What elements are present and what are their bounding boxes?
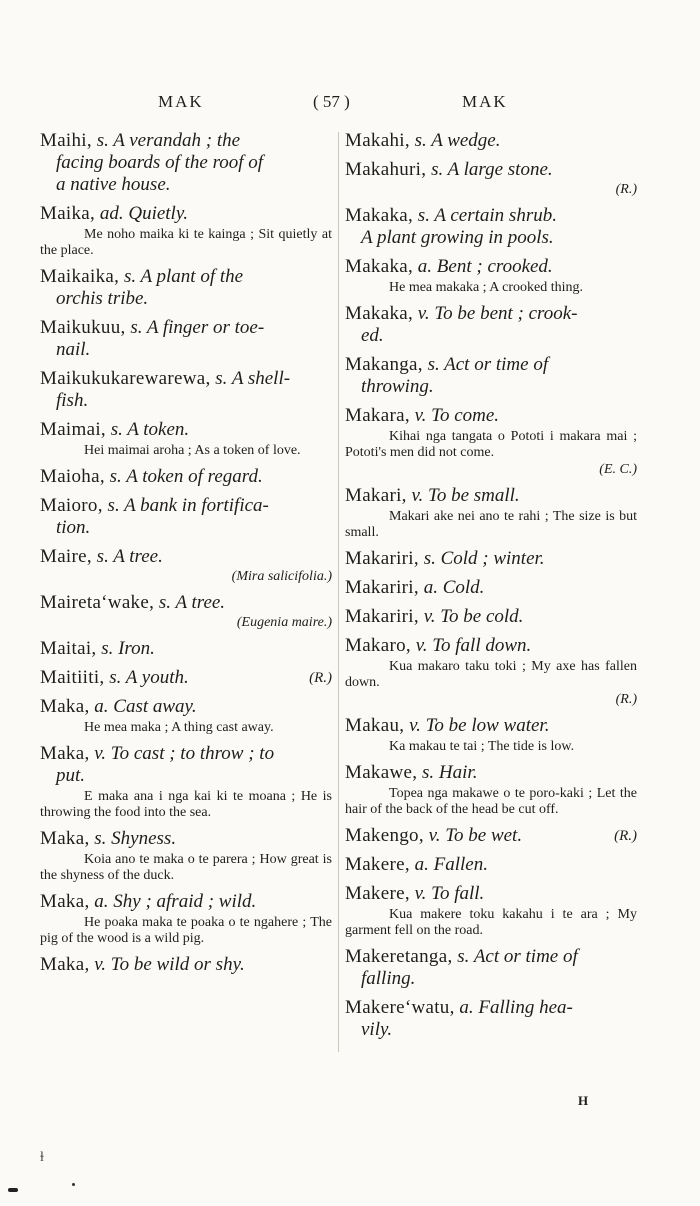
definition: s. A bank in fortifica-: [107, 495, 269, 516]
headword: Maioha,: [40, 466, 105, 487]
entry-first-line: [345, 825, 637, 847]
definition: s. Act or time of: [457, 946, 578, 967]
dictionary-entry: [40, 466, 332, 488]
definition: a. Falling hea-: [459, 997, 573, 1018]
entry-first-line: [40, 495, 332, 517]
definition: v. To be cold.: [423, 606, 524, 627]
entry-first-line: [345, 946, 637, 968]
usage-example: Topea nga makawe o te poro-kaki ; Let the hair of the back of the head be cut off.: [345, 786, 637, 817]
definition: a. Shy ; afraid ; wild.: [94, 891, 257, 912]
dictionary-entry: [345, 485, 637, 541]
usage-example: He mea makaka ; A crooked thing.: [389, 280, 583, 295]
headword: Maikukuu,: [40, 317, 126, 338]
headword: Maka,: [40, 954, 90, 975]
definition: s. A plant of the: [123, 266, 244, 287]
headword: Maka,: [40, 743, 90, 764]
usage-example: Kua makaro taku toki ; My axe has fallen down.: [345, 659, 637, 690]
signature-mark: H: [578, 1093, 589, 1108]
dictionary-entry: [345, 303, 637, 347]
dictionary-entry: [40, 667, 332, 689]
definition: a. Fallen.: [414, 854, 488, 875]
entry-first-line: [345, 606, 637, 628]
ink-blot-mark: [8, 1188, 18, 1192]
entry-first-line: [40, 891, 332, 913]
entry-first-line: [40, 466, 332, 488]
entry-first-line: [40, 419, 332, 441]
entry-first-line: [345, 130, 637, 152]
dictionary-entry: [40, 130, 332, 196]
entry-first-line: [345, 883, 637, 905]
botanical-note: (Eugenia maire.): [236, 615, 332, 630]
entry-first-line: [40, 266, 332, 288]
entry-first-line: [345, 762, 637, 784]
definition: v. To be wet.: [428, 825, 523, 846]
entry-first-line: [345, 405, 637, 427]
definition: s. Cold ; winter.: [423, 548, 545, 569]
headword: Makere,: [345, 854, 410, 875]
definition: s. Act or time of: [427, 354, 549, 375]
dictionary-entry: [40, 891, 332, 947]
headword: Makari,: [345, 485, 407, 506]
dictionary-entry: [345, 825, 637, 847]
definition: v. To cast ; to throw ; to: [94, 743, 275, 764]
definition: s. Iron.: [101, 638, 155, 659]
definition: s. A token.: [110, 419, 190, 440]
entry-first-line: [345, 485, 637, 507]
dictionary-entry: [40, 266, 332, 310]
usage-example: Kihai nga tangata o Pototi i makara mai ; Pototi's men did not come.: [345, 429, 637, 460]
headword: Makawe,: [345, 762, 418, 783]
definition-continuation: falling.: [361, 968, 416, 989]
headword: Makariri,: [345, 548, 419, 569]
headword: Makariri,: [345, 606, 419, 627]
botanical-note: (R.): [615, 182, 637, 197]
entry-first-line: [40, 743, 332, 765]
usage-example: He mea maka ; A thing cast away.: [84, 720, 274, 735]
dictionary-entry: [345, 548, 637, 570]
entry-first-line: [40, 828, 332, 850]
headword: Makengo,: [345, 825, 424, 846]
entry-first-line: [345, 715, 637, 737]
headword: Mairetaʻwake,: [40, 592, 155, 613]
headword: Maitiiti,: [40, 667, 105, 688]
definition-continuation: a native house.: [56, 174, 171, 195]
entry-first-line: [345, 854, 637, 876]
definition: a. Cast away.: [94, 696, 197, 717]
source-tag: (R.): [309, 670, 332, 686]
entry-first-line: [40, 368, 332, 390]
headword: Maika,: [40, 203, 96, 224]
headword: Makereʻwatu,: [345, 997, 455, 1018]
left-column: [40, 130, 332, 983]
headword: Makere,: [345, 883, 410, 904]
headword: Makaka,: [345, 205, 414, 226]
definition: s. A large stone.: [431, 159, 553, 180]
definition: a. Cold.: [423, 577, 485, 598]
source-note: (E. C.): [599, 462, 637, 477]
definition-continuation: vily.: [361, 1019, 393, 1040]
definition-continuation: fish.: [56, 390, 89, 411]
entry-first-line: [345, 577, 637, 599]
header-left-guide-word: MAK: [158, 92, 204, 111]
dictionary-entry: [40, 546, 332, 585]
definition: s. Shyness.: [94, 828, 177, 849]
definition-continuation: put.: [56, 765, 86, 786]
page-number: ( 57 ): [313, 92, 350, 111]
running-header: [0, 92, 700, 116]
entry-first-line: [345, 548, 637, 570]
definition: v. To be small.: [411, 485, 520, 506]
definition-continuation: nail.: [56, 339, 91, 360]
dictionary-entry: [345, 256, 637, 296]
dictionary-entry: [40, 638, 332, 660]
entry-first-line: [345, 159, 637, 181]
headword: Maka,: [40, 891, 90, 912]
usage-example: Me noho maika ki te kainga ; Sit quietly at the place.: [40, 227, 332, 258]
dictionary-entry: [40, 203, 332, 259]
headword: Maka,: [40, 828, 90, 849]
usage-example: Kua makere toku kakahu i te ara ; My garment fell on the road.: [345, 907, 637, 938]
entry-first-line: [345, 997, 637, 1019]
definition: v. To be low water.: [409, 715, 550, 736]
definition: s. A youth.: [109, 667, 189, 688]
dictionary-entry: [345, 130, 637, 152]
usage-example: E maka ana i nga kai ki te moana ; He is throwing the food into the sea.: [40, 789, 332, 820]
entry-first-line: [40, 130, 332, 152]
headword: Makaka,: [345, 256, 414, 277]
dictionary-entry: [345, 354, 637, 398]
headword: Maikaika,: [40, 266, 120, 287]
definition-continuation: ed.: [361, 325, 384, 346]
entry-first-line: [40, 667, 332, 689]
entry-first-line: [345, 256, 637, 278]
headword: Makanga,: [345, 354, 423, 375]
dictionary-entry: [345, 405, 637, 478]
right-column: [345, 130, 637, 1048]
entry-first-line: [345, 635, 637, 657]
botanical-note: (Mira salicifolia.): [231, 569, 332, 584]
source-tag: (R.): [614, 828, 637, 844]
usage-example: Makari ake nei ano te rahi ; The size is but small.: [345, 509, 637, 540]
headword: Maitai,: [40, 638, 97, 659]
dictionary-entry: [345, 577, 637, 599]
definition-continuation: orchis tribe.: [56, 288, 149, 309]
column-divider: [338, 132, 339, 1052]
definition: ad. Quietly.: [99, 203, 188, 224]
headword: Maioro,: [40, 495, 103, 516]
usage-example: Ka makau te tai ; The tide is low.: [389, 739, 575, 754]
definition-continuation: facing boards of the roof of: [56, 152, 264, 173]
dictionary-entry: [40, 592, 332, 631]
definition: s. A shell-: [215, 368, 291, 389]
entry-first-line: [345, 354, 637, 376]
dictionary-entry: [345, 159, 637, 198]
headword: Makeretanga,: [345, 946, 453, 967]
dictionary-entry: [345, 635, 637, 708]
entry-first-line: [345, 303, 637, 325]
headword: Makariri,: [345, 577, 419, 598]
dictionary-entry: [345, 606, 637, 628]
definition-continuation: tion.: [56, 517, 91, 538]
dictionary-entry: [345, 997, 637, 1041]
entry-first-line: [40, 954, 332, 976]
headword: Makaka,: [345, 303, 414, 324]
dictionary-entry: [40, 954, 332, 976]
headword: Maihi,: [40, 130, 92, 151]
dictionary-entry: [40, 495, 332, 539]
definition: s. A tree.: [158, 592, 226, 613]
definition-continuation: A plant growing in pools.: [361, 227, 554, 248]
entry-first-line: [40, 203, 332, 225]
usage-example: He poaka maka te poaka o te ngahere ; The pig of the wood is a wild pig.: [40, 915, 332, 946]
header-right-guide-word: MAK: [462, 92, 508, 111]
dictionary-entry: [40, 696, 332, 736]
definition: a. Bent ; crooked.: [417, 256, 553, 277]
definition: v. To be bent ; crook-: [417, 303, 578, 324]
entry-first-line: [40, 638, 332, 660]
dictionary-entry: [345, 883, 637, 939]
entry-first-line: [40, 696, 332, 718]
entry-first-line: [40, 592, 332, 614]
definition: s. A tree.: [96, 546, 163, 567]
dictionary-entry: [345, 946, 637, 990]
usage-example: Hei maimai aroha ; As a token of love.: [84, 443, 301, 458]
definition: s. A token of regard.: [109, 466, 263, 487]
headword: Maire,: [40, 546, 92, 567]
definition-continuation: throwing.: [361, 376, 434, 397]
ink-blot-mark: [72, 1183, 75, 1186]
headword: Makahi,: [345, 130, 410, 151]
headword: Makau,: [345, 715, 405, 736]
dictionary-entry: [40, 743, 332, 821]
definition: s. A wedge.: [414, 130, 501, 151]
definition: s. Hair.: [422, 762, 478, 783]
dictionary-entry: [40, 317, 332, 361]
headword: Maka,: [40, 696, 90, 717]
definition: s. A certain shrub.: [417, 205, 557, 226]
entry-first-line: [345, 205, 637, 227]
source-note: (R.): [615, 692, 637, 707]
definition: s. A finger or toe-: [130, 317, 265, 338]
definition: v. To fall.: [414, 883, 485, 904]
dictionary-entry: [345, 715, 637, 755]
headword: Makara,: [345, 405, 410, 426]
ink-blot-mark: ɫ: [40, 1150, 44, 1165]
entry-first-line: [40, 546, 332, 568]
dictionary-entry: [345, 854, 637, 876]
definition: v. To fall down.: [415, 635, 532, 656]
dictionary-entry: [345, 762, 637, 818]
usage-example: Koia ano te maka o te parera ; How great is the shyness of the duck.: [40, 852, 332, 883]
entry-first-line: [40, 317, 332, 339]
headword: Makaro,: [345, 635, 411, 656]
definition: v. To be wild or shy.: [94, 954, 245, 975]
headword: Maikukukarewarewa,: [40, 368, 211, 389]
definition: s. A verandah ; the: [96, 130, 241, 151]
headword: Makahuri,: [345, 159, 427, 180]
headword: Maimai,: [40, 419, 106, 440]
dictionary-entry: [40, 419, 332, 459]
dictionary-entry: [40, 368, 332, 412]
definition: v. To come.: [414, 405, 500, 426]
dictionary-entry: [40, 828, 332, 884]
dictionary-entry: [345, 205, 637, 249]
